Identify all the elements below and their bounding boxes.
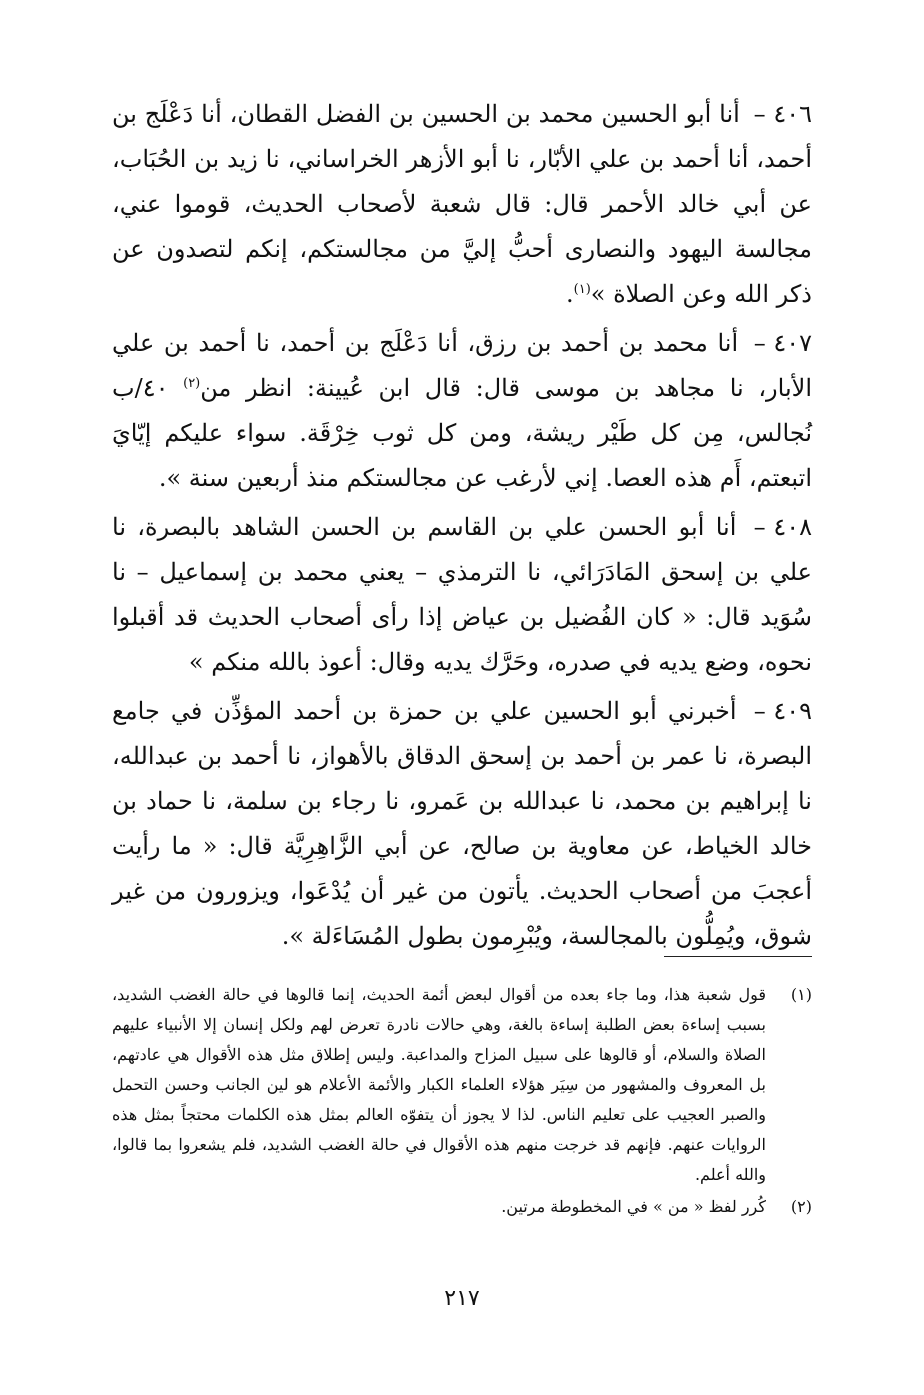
hadith-number: ٤٠٧ –	[753, 329, 812, 357]
hadith-text: أخبرني أبو الحسين علي بن حمزة بن أحمد المؤذِّن في جامع البصرة، نا عمر بن أحمد بن إسحق الدقاق بالأهواز، نا أحمد بن عبدالله، نا إبراهيم بن محمد، نا عبدالله بن عَمرو، نا رجاء بن سلمة، نا حماد بن خالد الخياط، عن معاوية بن صالح، عن أبي الزَّاهِرِيَّة قال: « ما رأيت أعجبَ من أصحاب الحديث. يأتون من غير أن يُدْعَوا، ويزورون من غير شوق، ويُمِلُّون بالمجالسة، ويُبْرِمون بطول المُسَاءَلة ».	[112, 697, 812, 950]
hadith-408	[112, 505, 812, 685]
hadith-407	[112, 321, 812, 501]
hadith-number: ٤٠٩ –	[753, 697, 812, 725]
footnote-mark: (١)	[790, 985, 812, 1004]
main-text	[112, 92, 812, 959]
footnote-ref[interactable]: (٢)	[183, 376, 201, 391]
footnote-divider	[664, 956, 812, 957]
footnote-text: كُرر لفظ « من » في المخطوطة مرتين.	[501, 1197, 766, 1216]
footnote-ref[interactable]: (١)	[573, 282, 591, 297]
page-body	[112, 92, 812, 963]
hadith-text: أنا محمد بن أحمد بن رزق، أنا دَعْلَج بن أحمد، نا أحمد بن علي الأبار، نا مجاهد بن موسى قال: قال ابن عُيينة: انظر من	[112, 329, 812, 402]
hadith-text-continued: ٤٠/ب نُجالس، مِن كل طَيْر ريشة، ومن كل ثوب خِرْقَة. سواء عليكم إيّايَ اتبعتم، أَم هذه العصا. إني لأرغب عن مجالستكم منذ أربعين سنة ».	[112, 374, 812, 492]
hadith-text: أنا أبو الحسين محمد بن الحسين بن الفضل القطان، أنا دَعْلَج بن أحمد، أنا أحمد بن علي الأبّار، نا أبو الأزهر الخراساني، نا زيد بن الحُبَاب، عن أبي خالد الأحمر قال: قال شعبة لأصحاب الحديث، قوموا عني، مجالسة اليهود والنصارى أحبُّ إليَّ من مجالستكم، إنكم لتصدون عن ذكر الله وعن الصلاة »	[112, 100, 812, 308]
hadith-end: .	[566, 280, 574, 308]
footnote-1	[112, 980, 812, 1190]
footnote-mark: (٢)	[790, 1197, 812, 1216]
footnote-2	[112, 1192, 812, 1222]
hadith-number: ٤٠٦ –	[753, 100, 812, 128]
hadith-409	[112, 689, 812, 959]
hadith-406	[112, 92, 812, 317]
hadith-text: أنا أبو الحسن علي بن القاسم بن الحسن الشاهد بالبصرة، نا علي بن إسحق المَادَرَائي، نا الترمذي – يعني محمد بن إسماعيل – نا سُوَيد قال: « كان الفُضيل بن عياض إذا رأى أصحاب الحديث قد أقبلوا نحوه، وضع يديه في صدره، وحَرَّك يديه وقال: أعوذ بالله منكم »	[112, 513, 812, 676]
footnotes	[112, 980, 812, 1224]
page-number: ٢١٧	[444, 1286, 480, 1311]
hadith-number: ٤٠٨ –	[753, 513, 812, 541]
footnote-text: قول شعبة هذا، وما جاء بعده من أقوال لبعض أئمة الحديث، إنما قالوها في حالة الغضب الشديد، بسبب إساءة بعض الطلبة إساءة بالغة، وهي حالات نادرة تعرض لهم ولكل إنسان إلا الأنبياء عليهم الصلاة والسلام، أو قالوها على سبيل المزاح والمداعبة. وليس إطلاق مثل هذه الأقوال هي عادتهم، بل المعروف والمشهور من سِيَر هؤلاء العلماء الكبار والأئمة الأعلام هو لين الجانب وحسن التحمل والصبر العجيب على تعليم الناس. لذا لا يجوز أن يتفوّه العالم بمثل هذه الكلمات محتجاً بمثل هذه الروايات عنهم. فإنهم قد خرجت منهم هذه الأقوال في حالة الغضب الشديد، فلم يشعروا بما قالوا، والله أعلم.	[112, 985, 767, 1184]
